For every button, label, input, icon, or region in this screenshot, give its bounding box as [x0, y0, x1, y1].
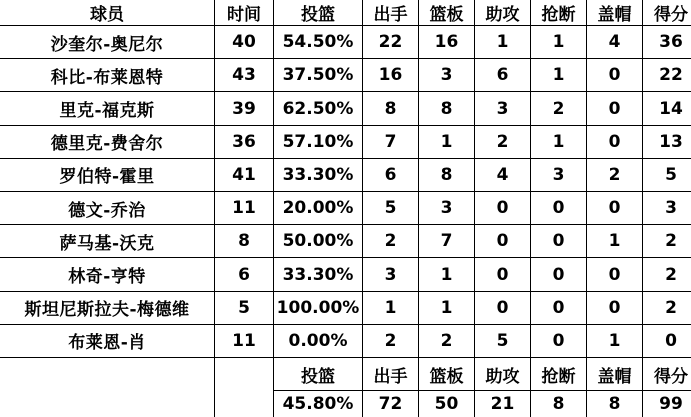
total-blocks: 8 [587, 391, 643, 417]
player-assists: 0 [475, 192, 531, 225]
player-assists: 0 [475, 291, 531, 324]
table-row [0, 26, 691, 59]
player-points: 3 [643, 192, 691, 225]
spacer-cell-minutes [215, 358, 274, 391]
player-blocks: 0 [587, 258, 643, 291]
table-row [0, 92, 691, 125]
subheader-fg-pct: 投篮 [274, 358, 363, 391]
column-header-blocks: 盖帽 [587, 0, 643, 26]
player-assists: 0 [475, 225, 531, 258]
subheader-fga: 出手 [363, 358, 419, 391]
subheader-points: 得分 [643, 358, 691, 391]
player-rebounds: 3 [419, 59, 475, 92]
player-points: 2 [643, 225, 691, 258]
player-steals: 0 [531, 225, 587, 258]
player-points: 2 [643, 291, 691, 324]
player-fga: 7 [363, 125, 419, 158]
player-fga: 5 [363, 192, 419, 225]
player-steals: 1 [531, 59, 587, 92]
player-minutes: 8 [215, 225, 274, 258]
player-rebounds: 8 [419, 92, 475, 125]
table-row [0, 324, 691, 357]
player-assists: 3 [475, 92, 531, 125]
table-row [0, 192, 691, 225]
player-steals: 0 [531, 291, 587, 324]
player-fg-pct: 20.00% [274, 192, 363, 225]
spacer-cell-player-totals [0, 391, 215, 417]
total-points: 99 [643, 391, 691, 417]
table-row [0, 225, 691, 258]
player-name: 林奇-亨特 [0, 258, 215, 291]
player-fg-pct: 62.50% [274, 92, 363, 125]
player-fg-pct: 54.50% [274, 26, 363, 59]
column-header-points: 得分 [643, 0, 691, 26]
player-minutes: 43 [215, 59, 274, 92]
column-header-fga: 出手 [363, 0, 419, 26]
player-name: 布莱恩-肖 [0, 324, 215, 357]
player-fga: 3 [363, 258, 419, 291]
total-assists: 21 [475, 391, 531, 417]
player-assists: 0 [475, 258, 531, 291]
player-name: 德里克-费舍尔 [0, 125, 215, 158]
player-steals: 1 [531, 26, 587, 59]
player-fga: 1 [363, 291, 419, 324]
player-name: 里克-福克斯 [0, 92, 215, 125]
player-blocks: 4 [587, 26, 643, 59]
player-minutes: 39 [215, 92, 274, 125]
column-header-fg-pct: 投篮 [274, 0, 363, 26]
player-assists: 2 [475, 125, 531, 158]
player-steals: 3 [531, 158, 587, 191]
player-points: 2 [643, 258, 691, 291]
table-row [0, 59, 691, 92]
player-name: 萨马基-沃克 [0, 225, 215, 258]
total-fg-pct: 45.80% [274, 391, 363, 417]
player-blocks: 1 [587, 324, 643, 357]
player-rebounds: 1 [419, 258, 475, 291]
team-totals-row [0, 391, 691, 417]
player-fg-pct: 50.00% [274, 225, 363, 258]
player-steals: 0 [531, 192, 587, 225]
player-name: 斯坦尼斯拉夫-梅德维 [0, 291, 215, 324]
column-header-rebounds: 篮板 [419, 0, 475, 26]
subheader-steals: 抢断 [531, 358, 587, 391]
totals-subheader-row [0, 358, 691, 391]
player-blocks: 0 [587, 125, 643, 158]
player-rebounds: 2 [419, 324, 475, 357]
player-minutes: 40 [215, 26, 274, 59]
table-row [0, 258, 691, 291]
player-rebounds: 1 [419, 125, 475, 158]
player-points: 22 [643, 59, 691, 92]
spacer-cell-minutes-totals [215, 391, 274, 417]
player-points: 13 [643, 125, 691, 158]
player-minutes: 11 [215, 192, 274, 225]
player-name: 沙奎尔-奥尼尔 [0, 26, 215, 59]
player-blocks: 0 [587, 59, 643, 92]
player-minutes: 41 [215, 158, 274, 191]
spacer-cell-player [0, 358, 215, 391]
player-minutes: 11 [215, 324, 274, 357]
player-points: 14 [643, 92, 691, 125]
player-fga: 2 [363, 225, 419, 258]
column-header-steals: 抢断 [531, 0, 587, 26]
player-blocks: 2 [587, 158, 643, 191]
player-blocks: 0 [587, 291, 643, 324]
player-assists: 5 [475, 324, 531, 357]
player-fg-pct: 57.10% [274, 125, 363, 158]
player-fga: 16 [363, 59, 419, 92]
total-steals: 8 [531, 391, 587, 417]
player-blocks: 0 [587, 92, 643, 125]
player-blocks: 1 [587, 225, 643, 258]
player-fg-pct: 33.30% [274, 158, 363, 191]
player-name: 罗伯特-霍里 [0, 158, 215, 191]
total-rebounds: 50 [419, 391, 475, 417]
player-name: 科比-布莱恩特 [0, 59, 215, 92]
player-rebounds: 3 [419, 192, 475, 225]
player-name: 德文-乔治 [0, 192, 215, 225]
player-rebounds: 8 [419, 158, 475, 191]
player-steals: 2 [531, 92, 587, 125]
player-rebounds: 1 [419, 291, 475, 324]
player-assists: 6 [475, 59, 531, 92]
subheader-assists: 助攻 [475, 358, 531, 391]
player-fga: 22 [363, 26, 419, 59]
player-fg-pct: 100.00% [274, 291, 363, 324]
player-steals: 0 [531, 258, 587, 291]
column-header-player: 球员 [0, 0, 215, 26]
column-header-minutes: 时间 [215, 0, 274, 26]
player-minutes: 36 [215, 125, 274, 158]
player-fg-pct: 37.50% [274, 59, 363, 92]
player-minutes: 6 [215, 258, 274, 291]
player-blocks: 0 [587, 192, 643, 225]
player-minutes: 5 [215, 291, 274, 324]
player-fga: 2 [363, 324, 419, 357]
player-points: 5 [643, 158, 691, 191]
table-row [0, 125, 691, 158]
player-points: 36 [643, 26, 691, 59]
table-row [0, 291, 691, 324]
player-fga: 8 [363, 92, 419, 125]
player-assists: 4 [475, 158, 531, 191]
player-fga: 6 [363, 158, 419, 191]
column-header-assists: 助攻 [475, 0, 531, 26]
player-steals: 0 [531, 324, 587, 357]
subheader-blocks: 盖帽 [587, 358, 643, 391]
player-assists: 1 [475, 26, 531, 59]
subheader-rebounds: 篮板 [419, 358, 475, 391]
player-fg-pct: 33.30% [274, 258, 363, 291]
player-rebounds: 7 [419, 225, 475, 258]
player-rebounds: 16 [419, 26, 475, 59]
player-fg-pct: 0.00% [274, 324, 363, 357]
player-steals: 1 [531, 125, 587, 158]
total-fga: 72 [363, 391, 419, 417]
table-row [0, 158, 691, 191]
player-points: 0 [643, 324, 691, 357]
table-header-row [0, 0, 691, 26]
